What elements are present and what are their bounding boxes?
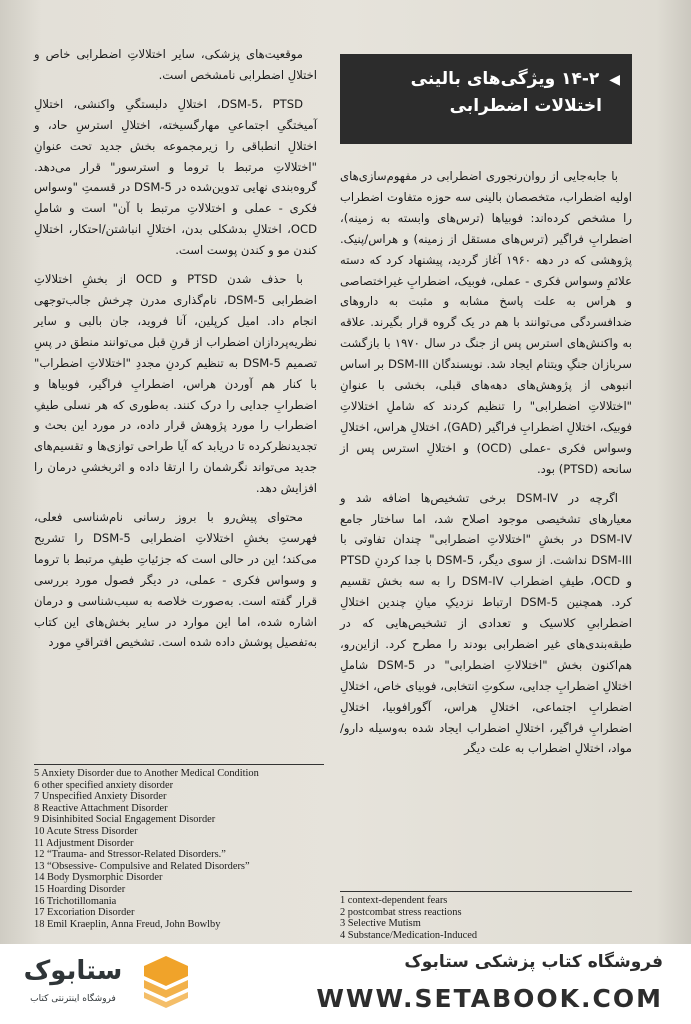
- footnote: 15 Hoarding Disorder: [34, 883, 126, 895]
- footnote: 5 Anxiety Disorder due to Another Medical Condition: [34, 768, 259, 779]
- footnote: 1 context-dependent fears: [340, 895, 448, 906]
- footnote-rule: [340, 891, 632, 892]
- paragraph: اگرچه در DSM-IV برخی تشخیص‌ها اضافه شد و معیارهای تشخیصی موجود اصلاح شد، اما ساختار جامع DSM-IV در بخشِ "اختلالاتِ اضطرابی" چندان تفاوتی با DSM-III نداشت. از سوی دیگر، DSM-5 با جدا کردنِ PTSD و OCD، طیفِ اضطراب DSM-IV را به سه بخش تقسیم کرد. همچنین DSM-5 ارتباط نزدیکِ میانِ چندین اختلالِ اضطرابیِ کلاسیک و تعدادی از تشخیص‌هایی که در طبقه‌بندی‌های غیر اضطرابی بودند را مطرح کرد. ازاین‌رو، هم‌اکنون بخش "اختلالاتِ اضطرابی" در DSM-5 شاملِ اختلالِ اضطرابِ جدایی، سکوتِ انتخابی، فوبیای خاص، اختلالِ اضطرابِ اجتماعی، اختلالِ هراس، آگورافوبیا، اختلالِ اضطرابِ فراگیر، اختلالِ اضطراب ایجاد شده به‌وسیله دارو/مواد، اختلالِ اضطراب به علت دیگر: [340, 490, 632, 756]
- logo-subtitle: فروشگاه اینترنتی کتاب: [30, 994, 116, 1004]
- store-url-link[interactable]: WWW.SETABOOK.COM: [316, 984, 663, 1013]
- paragraph: موقعیت‌های پزشکی، سایر اختلالاتِ اضطرابی خاص و اختلالِ اضطرابی نامشخص است.: [34, 47, 317, 82]
- setabook-logo[interactable]: [18, 954, 128, 1014]
- footnote: 16 Trichotillomania: [34, 895, 117, 907]
- store-name: فروشگاه کتاب پزشکی ستابوک: [404, 952, 663, 972]
- footnote: 14 Body Dysmorphic Disorder: [34, 872, 163, 884]
- left-text-column: [34, 44, 317, 661]
- footnote: 8 Reactive Attachment Disorder: [34, 802, 168, 814]
- footnote: 11 Adjustment Disorder: [34, 837, 134, 849]
- footnote: 7 Unspecified Anxiety Disorder: [34, 791, 167, 803]
- section-heading: [340, 54, 632, 144]
- paragraph: DSM-5، PTSD، اختلالِ دلبستگیِ واکنشی، اختلالِ آمیختگیِ اجتماعیِ مهارگسیخته، اختلالِ استرسِ حاد، و اختلالِ انطباقی را زیرمجموعه بخش جدید تحت عنوانِ "اختلالاتِ مرتبط با تروما و استرسور" قرار می‌دهد. گروه‌بندی نهایی تدوین‌شده در DSM-5 در قسمتِ "وسواس فکری - عملی و اختلالاتِ مرتبط با آن" است و شاملِ OCD، اختلالِ بدشکلی بدن، اختلالِ انباشتن/احتکار، اختلالِ کندن مو و کندن پوست است.: [34, 96, 317, 258]
- section-heading-line2: اختلالات اضطرابی: [449, 96, 602, 116]
- footnotes-left: [34, 764, 324, 930]
- footnote: 6 other specified anxiety disorder: [34, 779, 174, 791]
- book-stack-logo-icon: [138, 954, 194, 1010]
- footnote: 3 Selective Mutism: [340, 918, 421, 930]
- footnote: 18 Emil Kraeplin, Anna Freud, John Bowlby: [34, 918, 221, 930]
- footnote: 10 Acute Stress Disorder: [34, 825, 138, 837]
- right-text-column: [340, 166, 632, 767]
- logo-text: ستابوک: [23, 956, 123, 986]
- paragraph: با حذف شدن PTSD و OCD از بخشِ اختلالاتِ اضطرابی DSM-5، نام‌گذاری مدرن چرخش جالب‌توجهی انجام داد. امیل کرپلین، آنا فروید، جان بالبی و سایر نظریه‌پردازان اضطراب از قرنِ قبل می‌توانند منطق در پسِ تصمیم DSM-5 به تنظیم کردنِ مجددِ "اختلالاتِ اضطراب" با کنار هم آوردن هراس، اضطرابِ فراگیر، فوبیاها و اضطرابِ جدایی را درک کنند. به‌طوری که هر نسلی طیفِ اضطراب را مورد پژوهش قرار داده، در مورد این بحث و تجدیدنظرکرده تا دریابد که آیا طراحی توازی‌ها و تقسیم‌های جدید می‌تواند نگرشمان را ارتقا داده و اثربخشیِ درمان را افزایش دهد.: [34, 272, 317, 496]
- footnote-rule: [34, 764, 324, 765]
- footnote: 9 Disinhibited Social Engagement Disorder: [34, 814, 216, 826]
- footnotes-right: [340, 891, 632, 941]
- triangle-marker-icon: ◀: [609, 72, 620, 88]
- footnote: 4 Substance/Medication-Induced: [340, 929, 478, 941]
- section-heading-line1: ۱۴-۲ ویژگی‌های بالینی: [410, 69, 600, 89]
- footnote: 2 postcombat stress reactions: [340, 906, 462, 918]
- paragraph: محتوای پیش‌رو با بروز رسانی نام‌شناسی فعلی، فهرستِ بخشِ اختلالاتِ اضطرابی DSM-5 را تشریح می‌کند؛ این در حالی است که جزئیاتِ طیفِ مرتبط با تروما و وسواس فکری - عملی، در دیگر فصول مورد بررسی قرار گفته است. به‌صورت خلاصه به سبب‌شناسی و درمان اشاره شده، اما این موارد در سایر بخش‌های این کتاب به‌تفصیل پوشش داده شده است. تشخیص افتراقیِ مورد: [34, 510, 317, 650]
- paragraph: با جابه‌جایی از روان‌رنجوری اضطرابی در مفهوم‌سازی‌های اولیه اضطراب، متخصصان بالینی سه حوزه متفاوت اضطراب را مشخص کرده‌اند: فوبیاها (ترس‌های وابسته به زمینه)، اضطرابِ فراگیر (ترس‌های مستقل از زمینه) و هراس/پنیک. پژوهشی که در دهه ۱۹۶۰ آغاز گردید، پیشنهاد کرد که دسته علائمِ وسواس فکری - عملی، فوبیک، اضطرابِ غیراختصاصی و هراس به علت پاسخ مشابه و مثبت به داروهای ضدافسردگی می‌توانند با هم در یک گروه قرار بگیرند. علاقه به واکنش‌های استرس پس از جنگ در سال ۱۹۷۰ با بازگشت سربازان جنگِ ویتنام ایجاد شد. نویسندگان DSM-III بر اساس انبوهی از پژوهش‌های دهه‌های قبلی، بخشی با عنوانِ "اختلالاتِ اضطرابی" را تنظیم کردند که شاملِ اختلالاتِ فوبیک، اختلالِ اضطرابِ فراگیر (GAD)، اختلالِ هراس، اختلالِ وسواس فکری -عملی (OCD) و اختلالِ استرس پس از سانحه (PTSD) بود.: [340, 169, 632, 476]
- footnote: 17 Excoriation Disorder: [34, 907, 135, 919]
- footnote: 13 “Obsessive- Compulsive and Related Disorders”: [34, 860, 250, 872]
- footnote: 12 “Trauma- and Stressor-Related Disorders.”: [34, 849, 226, 861]
- store-footer-banner: [0, 944, 691, 1024]
